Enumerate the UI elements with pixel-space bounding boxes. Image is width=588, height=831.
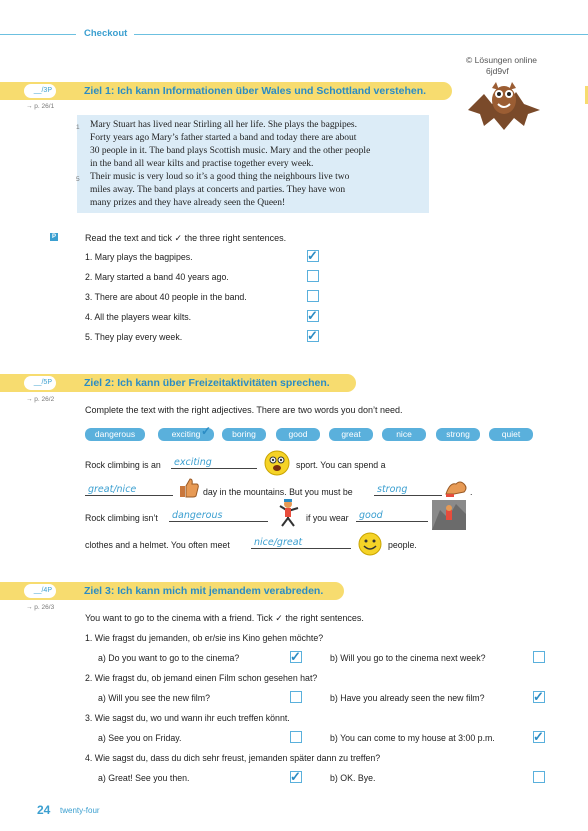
tick-mark: ✓ (307, 248, 318, 263)
goal3-page-ref: → p. 26/3 (26, 604, 55, 611)
checkbox[interactable] (307, 270, 319, 282)
checkbox[interactable] (307, 290, 319, 302)
word-chip: good (276, 428, 320, 441)
page-header-title: Checkout (84, 28, 128, 39)
statement-item (85, 332, 182, 342)
item-number: 2. (85, 272, 93, 282)
item-text: Mary plays the bagpipes. (94, 252, 193, 262)
page-number: 24 (37, 803, 51, 817)
goal3-instruction: You want to go to the cinema with a friend. Tick ✓ the right sentences. (85, 613, 364, 623)
option-a: a) See you on Friday. (98, 733, 182, 743)
text-line: many prizes and they have already seen the Queen! (90, 198, 286, 208)
handwritten-answer: strong (377, 484, 408, 495)
gap-text: people. (388, 540, 417, 550)
item-number: 3. (85, 292, 93, 302)
header-rule-left (0, 34, 76, 35)
option-b: b) Will you go to the cinema next week? (330, 653, 486, 663)
text-line: in the band all wear kilts and practise together every week. (90, 159, 314, 169)
statement-item (85, 252, 193, 262)
text-line: miles away. The band plays at concerts and parties. They have won (90, 185, 346, 195)
statement-item (85, 272, 229, 282)
thumbs-up-icon (178, 477, 200, 499)
word-chip: great (329, 428, 373, 441)
goal2-points: __/5P (24, 376, 56, 390)
tick-mark: ✓ (290, 649, 301, 664)
text-line: Forty years ago Mary’s father started a band and today there are about (90, 133, 357, 143)
text-line: 30 people in it. The band plays Scottish music. Mary and the other people (90, 146, 371, 156)
goal3-title: Ziel 3: Ich kann mich mit jemandem verabreden. (84, 585, 324, 597)
gap-text: Rock climbing isn’t (85, 513, 158, 523)
word-chip: strong (436, 428, 480, 441)
tick-mark: ✓ (533, 729, 544, 744)
item-text: Mary started a band 40 years ago. (94, 272, 229, 282)
page-number-words: twenty-four (60, 806, 100, 815)
excited-face-icon (264, 450, 290, 476)
tick-mark: ✓ (201, 424, 212, 438)
header-rule-right (134, 34, 588, 35)
climbing-photo (432, 500, 466, 530)
goal1-points: __/3P (24, 84, 56, 98)
word-chip: boring (222, 428, 266, 441)
handwritten-answer: exciting (174, 457, 212, 468)
option-a: a) Will you see the new film? (98, 693, 210, 703)
option-a: a) Do you want to go to the cinema? (98, 653, 240, 663)
goal1-instruction: Read the text and tick ✓ the three right sentences. (85, 233, 287, 243)
gap-text: . (470, 487, 473, 497)
statement-item (85, 312, 191, 322)
tick-mark: ✓ (307, 308, 318, 323)
word-chip: quiet (489, 428, 533, 441)
statement-item (85, 292, 247, 302)
question: 4. Wie sagst du, dass du dich sehr freust, jemanden später dann zu treffen? (85, 753, 381, 763)
goal1-page-ref: → p. 26/1 (26, 103, 55, 110)
text-line: Mary Stuart has lived near Stirling all her life. She plays the bagpipes. (90, 120, 357, 130)
gap-text: if you wear (306, 513, 349, 523)
option-b: b) You can come to my house at 3:00 p.m. (330, 733, 495, 743)
goal1-title: Ziel 1: Ich kann Informationen über Wales und Schottland verstehen. (84, 85, 427, 97)
online-solutions-label: Lösungen online (474, 55, 538, 65)
item-text: There are about 40 people in the band. (94, 292, 247, 302)
item-number: 5. (85, 332, 93, 342)
smiley-face-icon (358, 532, 382, 556)
checkbox[interactable] (290, 691, 302, 703)
gap-text: clothes and a helmet. You often meet (85, 540, 230, 550)
handwritten-answer: nice/great (254, 537, 303, 548)
line-number: 1 (76, 124, 80, 131)
item-text: All the players wear kilts. (94, 312, 192, 322)
question: 3. Wie sagst du, wo und wann ihr euch treffen könnt. (85, 713, 290, 723)
tick-mark: ✓ (533, 689, 544, 704)
goal2-page-ref: → p. 26/2 (26, 396, 55, 403)
task-type-badge: P (51, 234, 56, 240)
goal2-instruction: Complete the text with the right adjectives. There are two words you don’t need. (85, 405, 403, 415)
line-number: 5 (76, 176, 80, 183)
word-chip: exciting (158, 428, 214, 441)
word-chip: dangerous (85, 428, 145, 441)
gap-text: day in the mountains. But you must be (203, 487, 353, 497)
goal2-title: Ziel 2: Ich kann über Freizeitaktivitäten sprechen. (84, 377, 330, 389)
gap-text: sport. You can spend a (296, 460, 386, 470)
tick-mark: ✓ (307, 328, 318, 343)
item-text: They play every week. (94, 332, 183, 342)
strong-arm-icon (444, 478, 473, 498)
text-line: Their music is very loud so it’s a good thing the neighbours live two (90, 172, 350, 182)
item-number: 4. (85, 312, 93, 322)
option-b: b) OK. Bye. (330, 773, 376, 783)
checkbox[interactable] (533, 771, 545, 783)
checkbox[interactable] (533, 651, 545, 663)
goal3-points: __/4P (24, 584, 56, 598)
item-number: 1. (85, 252, 93, 262)
online-code: 6jd9vf (486, 66, 509, 76)
checkbox[interactable] (290, 731, 302, 743)
handwritten-answer: dangerous (172, 510, 223, 521)
bat-mascot-icon (462, 70, 546, 140)
question: 1. Wie fragst du jemanden, ob er/sie ins Kino gehen möchte? (85, 633, 324, 643)
climber-icon (272, 498, 304, 530)
handwritten-answer: great/nice (88, 484, 137, 495)
handwritten-answer: good (359, 510, 383, 521)
tick-mark: ✓ (290, 769, 301, 784)
copyright-icon: © (466, 55, 473, 65)
gap-text: Rock climbing is an (85, 460, 161, 470)
option-b: b) Have you already seen the new film? (330, 693, 485, 703)
word-chip: nice (382, 428, 426, 441)
option-a: a) Great! See you then. (98, 773, 190, 783)
question: 2. Wie fragst du, ob jemand einen Film schon gesehen hat? (85, 673, 318, 683)
